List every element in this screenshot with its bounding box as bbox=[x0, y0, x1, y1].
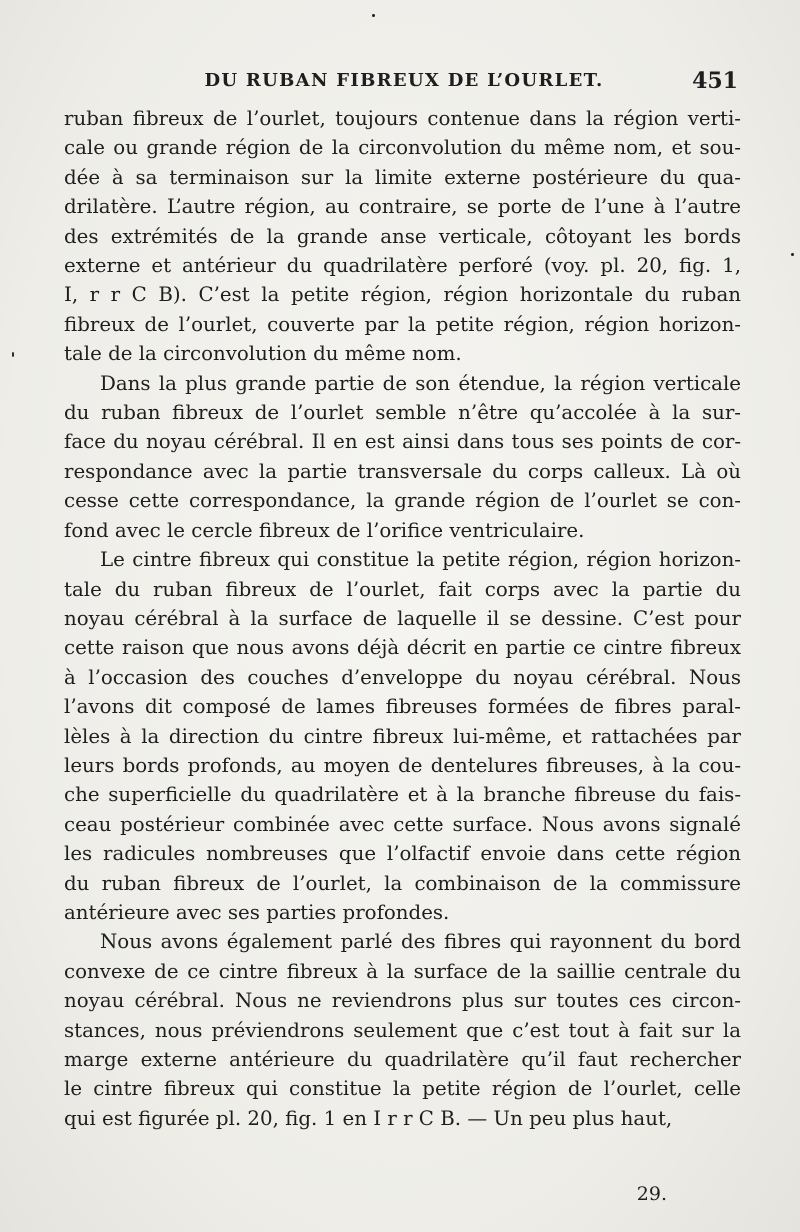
text-line: drilatère. L’autre région, au contraire, se porte de l’une à l’autre bbox=[64, 195, 741, 219]
text-line: l’avons dit composé de lames fibreuses formées de fibres paral- bbox=[64, 695, 741, 719]
text-line: externe et antérieur du quadrilatère perforé (voy. pl. 20, fig. 1, bbox=[64, 254, 741, 278]
text-line: face du noyau cérébral. Il en est ainsi dans tous ses points de cor- bbox=[64, 430, 741, 454]
page-number: 451 bbox=[692, 68, 738, 94]
text-line: ceau postérieur combinée avec cette surface. Nous avons signalé bbox=[64, 812, 741, 836]
text-line: noyau cérébral. Nous ne reviendrons plus sur toutes ces circon- bbox=[64, 989, 741, 1013]
text-line: noyau cérébral à la surface de laquelle il se dessine. C’est pour bbox=[64, 606, 741, 630]
text-line: fibreux de l’ourlet, couverte par la petite région, région horizon- bbox=[64, 312, 741, 336]
text-line: à l’occasion des couches d’enveloppe du noyau cérébral. Nous bbox=[64, 665, 741, 689]
text-line: fond avec le cercle fibreux de l’orifice ventriculaire. bbox=[64, 518, 585, 542]
text-line: tale de la circonvolution du même nom. bbox=[64, 342, 462, 366]
text-line: marge externe antérieure du quadrilatère qu’il faut rechercher bbox=[64, 1048, 741, 1071]
text-line: Dans la plus grande partie de son étendue, la région verticale bbox=[100, 371, 741, 395]
paragraph bbox=[64, 927, 741, 1133]
text-line: leurs bords profonds, au moyen de dentelures fibreuses, à la cou- bbox=[64, 753, 741, 777]
text-line: les radicules nombreuses que l’olfactif envoie dans cette région bbox=[64, 842, 741, 866]
paragraph bbox=[64, 369, 741, 545]
text-line: cette raison que nous avons déjà décrit en partie ce cintre fibreux bbox=[64, 636, 741, 660]
body-text bbox=[64, 104, 741, 1133]
text-line: des extrémités de la grande anse verticale, côtoyant les bords bbox=[64, 224, 741, 248]
text-line: ruban fibreux de l’ourlet, toujours contenue dans la région verti- bbox=[64, 107, 741, 130]
text-line: respondance avec la partie transversale du corps calleux. Là où bbox=[64, 459, 741, 483]
signature-mark: 29. bbox=[636, 1183, 667, 1205]
text-line: qui est figurée pl. 20, fig. 1 en I r r C B. — Un peu plus haut, bbox=[64, 1106, 673, 1130]
ink-speck bbox=[12, 352, 14, 357]
text-line: cesse cette correspondance, la grande région de l’ourlet se con- bbox=[64, 489, 741, 513]
text-line: I, r r C B). C’est la petite région, région horizontale du ruban bbox=[64, 283, 741, 307]
text-line: tale du ruban fibreux de l’ourlet, fait corps avec la partie du bbox=[64, 577, 741, 601]
ink-speck bbox=[372, 14, 375, 17]
text-line: cale ou grande région de la circonvolution du même nom, et sou- bbox=[64, 136, 741, 160]
text-line: convexe de ce cintre fibreux à la surface de la saillie centrale du bbox=[64, 959, 741, 983]
text-line: antérieure avec ses parties profondes. bbox=[64, 900, 450, 924]
text-line: stances, nous préviendrons seulement que c’est tout à fait sur la bbox=[64, 1018, 741, 1042]
text-line: Le cintre fibreux qui constitue la petite région, région horizon- bbox=[100, 548, 741, 572]
text-line: le cintre fibreux qui constitue la petite région de l’ourlet, celle bbox=[64, 1077, 741, 1101]
text-line: du ruban fibreux de l’ourlet semble n’être qu’accolée à la sur- bbox=[64, 401, 741, 425]
page-header bbox=[60, 70, 738, 104]
text-line: du ruban fibreux de l’ourlet, la combinaison de la commissure bbox=[64, 871, 741, 895]
text-line: lèles à la direction du cintre fibreux lui-même, et rattachées par bbox=[64, 724, 741, 748]
text-line: Nous avons également parlé des fibres qui rayonnent du bord bbox=[100, 930, 741, 954]
text-line: dée à sa terminaison sur la limite externe postérieure du qua- bbox=[64, 165, 741, 189]
text-line: che superficielle du quadrilatère et à la branche fibreuse du fais- bbox=[64, 783, 741, 807]
running-title: DU RUBAN FIBREUX DE L’OURLET. bbox=[204, 70, 604, 91]
paragraph bbox=[64, 104, 741, 369]
ink-speck bbox=[791, 253, 794, 256]
paragraph bbox=[64, 545, 741, 927]
